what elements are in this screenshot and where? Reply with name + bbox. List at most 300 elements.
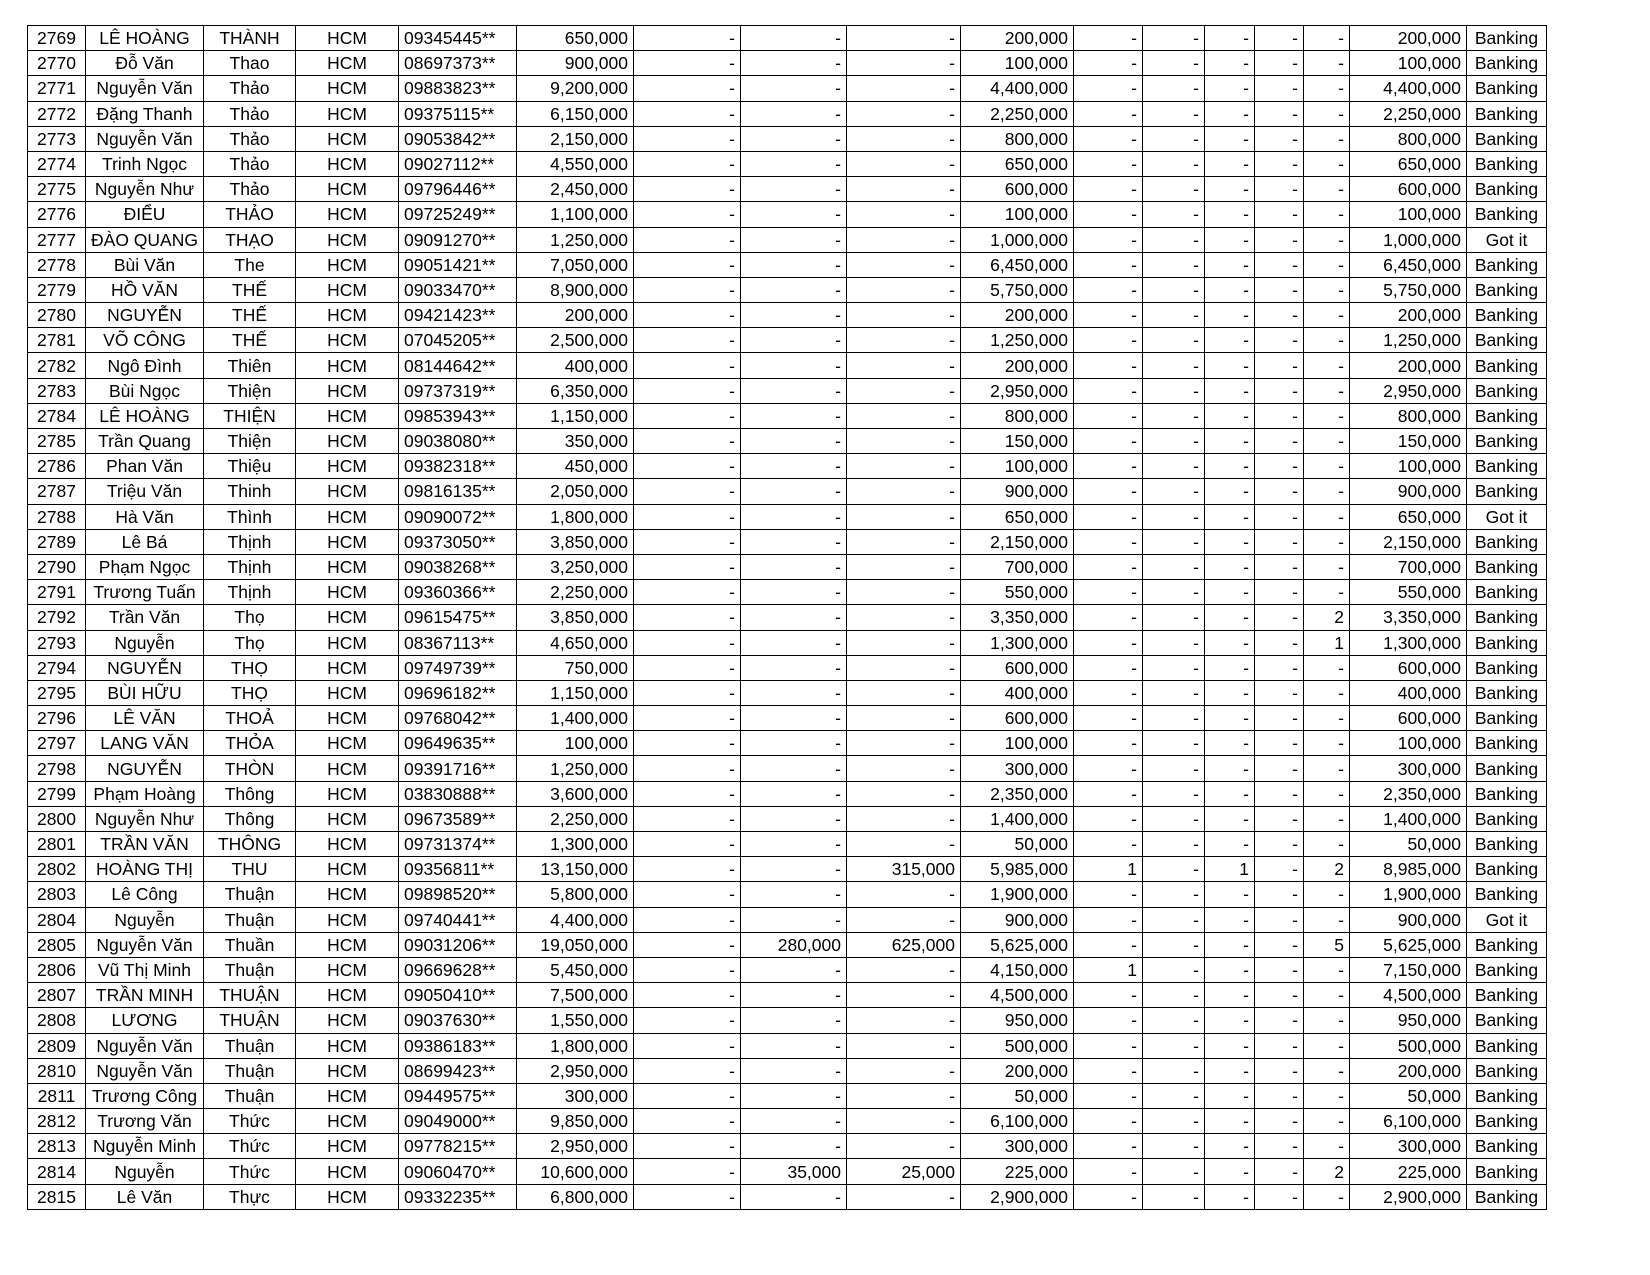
surname-cell: Nguyễn Văn — [86, 932, 204, 957]
amount-paid-cell: 2,250,000 — [961, 101, 1074, 126]
count-e-cell: - — [1304, 957, 1350, 982]
amount-paid-cell: 200,000 — [961, 1058, 1074, 1083]
phone-cell: 09373050** — [399, 529, 517, 554]
given-name-cell: Thao — [204, 51, 296, 76]
amount-paid-cell: 1,900,000 — [961, 882, 1074, 907]
amount-total-cell: 3,600,000 — [517, 781, 634, 806]
phone-cell: 09031206** — [399, 932, 517, 957]
col-a-cell: - — [634, 580, 741, 605]
payment-method-cell: Banking — [1467, 378, 1547, 403]
col-a-cell: - — [634, 806, 741, 831]
amount-final-cell: 100,000 — [1350, 454, 1467, 479]
col-b-cell: - — [741, 832, 847, 857]
amount-total-cell: 3,850,000 — [517, 605, 634, 630]
amount-total-cell: 1,300,000 — [517, 832, 634, 857]
given-name-cell: Thức — [204, 1134, 296, 1159]
phone-cell: 09725249** — [399, 202, 517, 227]
col-b-cell: - — [741, 328, 847, 353]
amount-total-cell: 100,000 — [517, 731, 634, 756]
count-d-cell: - — [1255, 529, 1304, 554]
count-a-cell: - — [1074, 51, 1143, 76]
count-e-cell: - — [1304, 907, 1350, 932]
table-row — [28, 781, 1547, 806]
payment-method-cell: Banking — [1467, 126, 1547, 151]
count-a-cell: - — [1074, 580, 1143, 605]
amount-final-cell: 650,000 — [1350, 504, 1467, 529]
amount-paid-cell: 3,350,000 — [961, 605, 1074, 630]
count-c-cell: - — [1205, 957, 1255, 982]
amount-final-cell: 50,000 — [1350, 1083, 1467, 1108]
count-b-cell: - — [1143, 378, 1205, 403]
count-e-cell: - — [1304, 1008, 1350, 1033]
amount-paid-cell: 6,450,000 — [961, 252, 1074, 277]
col-c-cell: 315,000 — [847, 857, 961, 882]
amount-total-cell: 4,650,000 — [517, 630, 634, 655]
amount-total-cell: 2,950,000 — [517, 1134, 634, 1159]
count-b-cell: - — [1143, 76, 1205, 101]
row-number-cell: 2803 — [28, 882, 86, 907]
given-name-cell: Thọ — [204, 605, 296, 630]
city-cell: HCM — [296, 655, 399, 680]
count-b-cell: - — [1143, 706, 1205, 731]
amount-paid-cell: 600,000 — [961, 706, 1074, 731]
row-number-cell: 2806 — [28, 957, 86, 982]
surname-cell: Phạm Ngọc — [86, 554, 204, 579]
phone-cell: 09696182** — [399, 680, 517, 705]
row-number-cell: 2782 — [28, 353, 86, 378]
table-row — [28, 882, 1547, 907]
payment-method-cell: Banking — [1467, 1033, 1547, 1058]
col-b-cell: - — [741, 1008, 847, 1033]
count-b-cell: - — [1143, 907, 1205, 932]
city-cell: HCM — [296, 252, 399, 277]
amount-total-cell: 2,250,000 — [517, 806, 634, 831]
row-number-cell: 2783 — [28, 378, 86, 403]
col-a-cell: - — [634, 101, 741, 126]
table-row — [28, 1134, 1547, 1159]
amount-paid-cell: 5,625,000 — [961, 932, 1074, 957]
row-number-cell: 2795 — [28, 680, 86, 705]
count-a-cell: 1 — [1074, 857, 1143, 882]
phone-cell: 09360366** — [399, 580, 517, 605]
amount-final-cell: 5,750,000 — [1350, 277, 1467, 302]
city-cell: HCM — [296, 328, 399, 353]
payment-method-cell: Banking — [1467, 252, 1547, 277]
col-c-cell: - — [847, 479, 961, 504]
city-cell: HCM — [296, 1083, 399, 1108]
col-c-cell: - — [847, 151, 961, 176]
count-d-cell: - — [1255, 806, 1304, 831]
amount-total-cell: 10,600,000 — [517, 1159, 634, 1184]
table-row — [28, 101, 1547, 126]
amount-final-cell: 550,000 — [1350, 580, 1467, 605]
amount-final-cell: 1,900,000 — [1350, 882, 1467, 907]
surname-cell: Triệu Văn — [86, 479, 204, 504]
count-b-cell: - — [1143, 731, 1205, 756]
city-cell: HCM — [296, 1008, 399, 1033]
amount-total-cell: 7,500,000 — [517, 983, 634, 1008]
count-d-cell: - — [1255, 76, 1304, 101]
given-name-cell: Thảo — [204, 177, 296, 202]
amount-paid-cell: 300,000 — [961, 756, 1074, 781]
phone-cell: 08697373** — [399, 51, 517, 76]
count-a-cell: - — [1074, 1159, 1143, 1184]
col-c-cell: - — [847, 1184, 961, 1209]
count-b-cell: - — [1143, 429, 1205, 454]
col-a-cell: - — [634, 1134, 741, 1159]
given-name-cell: Thuận — [204, 1033, 296, 1058]
count-a-cell: - — [1074, 806, 1143, 831]
given-name-cell: The — [204, 252, 296, 277]
col-c-cell: 25,000 — [847, 1159, 961, 1184]
city-cell: HCM — [296, 630, 399, 655]
surname-cell: Phan Văn — [86, 454, 204, 479]
count-e-cell: - — [1304, 832, 1350, 857]
count-b-cell: - — [1143, 101, 1205, 126]
col-c-cell: - — [847, 1033, 961, 1058]
phone-cell: 08699423** — [399, 1058, 517, 1083]
count-a-cell: - — [1074, 151, 1143, 176]
amount-total-cell: 1,550,000 — [517, 1008, 634, 1033]
col-c-cell: - — [847, 832, 961, 857]
amount-final-cell: 600,000 — [1350, 655, 1467, 680]
phone-cell: 09816135** — [399, 479, 517, 504]
surname-cell: Nguyễn — [86, 907, 204, 932]
amount-final-cell: 700,000 — [1350, 554, 1467, 579]
row-number-cell: 2812 — [28, 1109, 86, 1134]
count-c-cell: 1 — [1205, 857, 1255, 882]
count-e-cell: - — [1304, 403, 1350, 428]
amount-final-cell: 2,350,000 — [1350, 781, 1467, 806]
payment-method-cell: Banking — [1467, 353, 1547, 378]
col-a-cell: - — [634, 277, 741, 302]
payment-method-cell: Banking — [1467, 1109, 1547, 1134]
row-number-cell: 2777 — [28, 227, 86, 252]
phone-cell: 03830888** — [399, 781, 517, 806]
count-c-cell: - — [1205, 277, 1255, 302]
count-b-cell: - — [1143, 957, 1205, 982]
count-b-cell: - — [1143, 403, 1205, 428]
count-e-cell: - — [1304, 126, 1350, 151]
phone-cell: 09768042** — [399, 706, 517, 731]
count-e-cell: - — [1304, 1058, 1350, 1083]
row-number-cell: 2788 — [28, 504, 86, 529]
payment-method-cell: Banking — [1467, 529, 1547, 554]
amount-total-cell: 2,450,000 — [517, 177, 634, 202]
amount-paid-cell: 4,400,000 — [961, 76, 1074, 101]
given-name-cell: Thảo — [204, 76, 296, 101]
amount-paid-cell: 200,000 — [961, 353, 1074, 378]
surname-cell: NGUYỄN — [86, 303, 204, 328]
count-b-cell: - — [1143, 227, 1205, 252]
city-cell: HCM — [296, 277, 399, 302]
amount-paid-cell: 2,350,000 — [961, 781, 1074, 806]
count-a-cell: - — [1074, 252, 1143, 277]
count-d-cell: - — [1255, 655, 1304, 680]
phone-cell: 08367113** — [399, 630, 517, 655]
amount-paid-cell: 800,000 — [961, 126, 1074, 151]
amount-paid-cell: 1,300,000 — [961, 630, 1074, 655]
city-cell: HCM — [296, 126, 399, 151]
count-b-cell: - — [1143, 353, 1205, 378]
amount-paid-cell: 100,000 — [961, 454, 1074, 479]
given-name-cell: THÔNG — [204, 832, 296, 857]
amount-total-cell: 650,000 — [517, 26, 634, 51]
city-cell: HCM — [296, 1134, 399, 1159]
col-b-cell: - — [741, 655, 847, 680]
col-b-cell: 280,000 — [741, 932, 847, 957]
count-a-cell: - — [1074, 1058, 1143, 1083]
col-b-cell: - — [741, 403, 847, 428]
count-e-cell: - — [1304, 26, 1350, 51]
count-b-cell: - — [1143, 983, 1205, 1008]
phone-cell: 09391716** — [399, 756, 517, 781]
col-b-cell: - — [741, 51, 847, 76]
surname-cell: Hà Văn — [86, 504, 204, 529]
count-e-cell: - — [1304, 252, 1350, 277]
given-name-cell: Thảo — [204, 151, 296, 176]
payment-method-cell: Banking — [1467, 781, 1547, 806]
row-number-cell: 2800 — [28, 806, 86, 831]
row-number-cell: 2802 — [28, 857, 86, 882]
col-c-cell: - — [847, 655, 961, 680]
col-a-cell: - — [634, 1159, 741, 1184]
col-c-cell: - — [847, 26, 961, 51]
count-b-cell: - — [1143, 1058, 1205, 1083]
payment-method-cell: Banking — [1467, 983, 1547, 1008]
count-a-cell: - — [1074, 680, 1143, 705]
city-cell: HCM — [296, 554, 399, 579]
col-c-cell: - — [847, 353, 961, 378]
amount-final-cell: 2,250,000 — [1350, 101, 1467, 126]
amount-total-cell: 400,000 — [517, 353, 634, 378]
given-name-cell: Thịnh — [204, 554, 296, 579]
count-d-cell: - — [1255, 756, 1304, 781]
payment-method-cell: Banking — [1467, 655, 1547, 680]
col-b-cell: - — [741, 227, 847, 252]
payment-method-cell: Banking — [1467, 202, 1547, 227]
row-number-cell: 2808 — [28, 1008, 86, 1033]
payment-method-cell: Banking — [1467, 957, 1547, 982]
payment-method-cell: Banking — [1467, 277, 1547, 302]
city-cell: HCM — [296, 680, 399, 705]
count-d-cell: - — [1255, 832, 1304, 857]
amount-total-cell: 2,250,000 — [517, 580, 634, 605]
table-row — [28, 554, 1547, 579]
count-c-cell: - — [1205, 655, 1255, 680]
surname-cell: HỒ VĂN — [86, 277, 204, 302]
col-a-cell: - — [634, 328, 741, 353]
count-a-cell: - — [1074, 1033, 1143, 1058]
count-a-cell: - — [1074, 227, 1143, 252]
count-c-cell: - — [1205, 756, 1255, 781]
table-row — [28, 177, 1547, 202]
row-number-cell: 2805 — [28, 932, 86, 957]
table-row — [28, 932, 1547, 957]
surname-cell: Lê Bá — [86, 529, 204, 554]
count-c-cell: - — [1205, 832, 1255, 857]
col-a-cell: - — [634, 202, 741, 227]
count-c-cell: - — [1205, 1033, 1255, 1058]
phone-cell: 09053842** — [399, 126, 517, 151]
amount-total-cell: 8,900,000 — [517, 277, 634, 302]
given-name-cell: THOẢ — [204, 706, 296, 731]
amount-total-cell: 1,100,000 — [517, 202, 634, 227]
count-c-cell: - — [1205, 932, 1255, 957]
given-name-cell: Thông — [204, 806, 296, 831]
table-row — [28, 832, 1547, 857]
surname-cell: Trương Văn — [86, 1109, 204, 1134]
amount-final-cell: 400,000 — [1350, 680, 1467, 705]
col-c-cell: - — [847, 454, 961, 479]
count-c-cell: - — [1205, 1083, 1255, 1108]
col-a-cell: - — [634, 1083, 741, 1108]
city-cell: HCM — [296, 832, 399, 857]
count-d-cell: - — [1255, 252, 1304, 277]
row-number-cell: 2799 — [28, 781, 86, 806]
given-name-cell: THỌ — [204, 655, 296, 680]
count-a-cell: - — [1074, 26, 1143, 51]
count-e-cell: - — [1304, 378, 1350, 403]
city-cell: HCM — [296, 882, 399, 907]
amount-total-cell: 4,550,000 — [517, 151, 634, 176]
col-c-cell: - — [847, 202, 961, 227]
count-e-cell: - — [1304, 706, 1350, 731]
amount-final-cell: 200,000 — [1350, 303, 1467, 328]
col-b-cell: - — [741, 907, 847, 932]
city-cell: HCM — [296, 76, 399, 101]
count-e-cell: - — [1304, 554, 1350, 579]
given-name-cell: Thuận — [204, 1058, 296, 1083]
phone-cell: 09091270** — [399, 227, 517, 252]
count-d-cell: - — [1255, 706, 1304, 731]
surname-cell: Đỗ Văn — [86, 51, 204, 76]
count-e-cell: - — [1304, 806, 1350, 831]
payment-method-cell: Banking — [1467, 1008, 1547, 1033]
col-c-cell: - — [847, 277, 961, 302]
count-b-cell: - — [1143, 806, 1205, 831]
amount-paid-cell: 300,000 — [961, 1134, 1074, 1159]
given-name-cell: Thực — [204, 1184, 296, 1209]
col-a-cell: - — [634, 932, 741, 957]
col-c-cell: - — [847, 403, 961, 428]
col-c-cell: - — [847, 756, 961, 781]
count-b-cell: - — [1143, 1159, 1205, 1184]
phone-cell: 09038080** — [399, 429, 517, 454]
city-cell: HCM — [296, 101, 399, 126]
payment-method-cell: Banking — [1467, 1083, 1547, 1108]
count-a-cell: - — [1074, 529, 1143, 554]
count-e-cell: - — [1304, 1109, 1350, 1134]
surname-cell: TRẦN VĂN — [86, 832, 204, 857]
col-c-cell: - — [847, 907, 961, 932]
city-cell: HCM — [296, 756, 399, 781]
surname-cell: LÊ VĂN — [86, 706, 204, 731]
count-d-cell: - — [1255, 932, 1304, 957]
payment-method-cell: Banking — [1467, 177, 1547, 202]
table-row — [28, 479, 1547, 504]
surname-cell: Lê Văn — [86, 1184, 204, 1209]
col-c-cell: - — [847, 957, 961, 982]
row-number-cell: 2771 — [28, 76, 86, 101]
given-name-cell: Thiên — [204, 353, 296, 378]
payment-method-cell: Banking — [1467, 554, 1547, 579]
payment-method-cell: Banking — [1467, 26, 1547, 51]
payment-method-cell: Banking — [1467, 731, 1547, 756]
amount-final-cell: 300,000 — [1350, 1134, 1467, 1159]
surname-cell: Bùi Ngọc — [86, 378, 204, 403]
col-c-cell: - — [847, 630, 961, 655]
amount-paid-cell: 1,400,000 — [961, 806, 1074, 831]
count-d-cell: - — [1255, 403, 1304, 428]
amount-paid-cell: 600,000 — [961, 655, 1074, 680]
city-cell: HCM — [296, 51, 399, 76]
table-row — [28, 1083, 1547, 1108]
count-c-cell: - — [1205, 907, 1255, 932]
given-name-cell: Thảo — [204, 126, 296, 151]
phone-cell: 09356811** — [399, 857, 517, 882]
amount-final-cell: 600,000 — [1350, 706, 1467, 731]
city-cell: HCM — [296, 202, 399, 227]
given-name-cell: Thiện — [204, 378, 296, 403]
col-c-cell: - — [847, 731, 961, 756]
col-a-cell: - — [634, 907, 741, 932]
col-b-cell: - — [741, 151, 847, 176]
col-a-cell: - — [634, 529, 741, 554]
col-c-cell: - — [847, 1008, 961, 1033]
col-a-cell: - — [634, 731, 741, 756]
count-e-cell: - — [1304, 328, 1350, 353]
amount-paid-cell: 700,000 — [961, 554, 1074, 579]
col-b-cell: - — [741, 882, 847, 907]
table-row — [28, 328, 1547, 353]
col-b-cell: - — [741, 529, 847, 554]
phone-cell: 07045205** — [399, 328, 517, 353]
amount-final-cell: 650,000 — [1350, 151, 1467, 176]
count-c-cell: - — [1205, 1184, 1255, 1209]
table-row — [28, 1159, 1547, 1184]
count-c-cell: - — [1205, 479, 1255, 504]
amount-final-cell: 1,250,000 — [1350, 328, 1467, 353]
city-cell: HCM — [296, 151, 399, 176]
phone-cell: 09050410** — [399, 983, 517, 1008]
col-c-cell: - — [847, 177, 961, 202]
phone-cell: 09796446** — [399, 177, 517, 202]
city-cell: HCM — [296, 907, 399, 932]
amount-final-cell: 800,000 — [1350, 126, 1467, 151]
amount-final-cell: 225,000 — [1350, 1159, 1467, 1184]
count-a-cell: - — [1074, 202, 1143, 227]
table-row — [28, 580, 1547, 605]
count-d-cell: - — [1255, 680, 1304, 705]
amount-final-cell: 2,150,000 — [1350, 529, 1467, 554]
col-c-cell: - — [847, 429, 961, 454]
table-row — [28, 806, 1547, 831]
payment-method-cell: Banking — [1467, 479, 1547, 504]
count-b-cell: - — [1143, 1008, 1205, 1033]
count-c-cell: - — [1205, 403, 1255, 428]
count-b-cell: - — [1143, 605, 1205, 630]
given-name-cell: THẾ — [204, 328, 296, 353]
col-c-cell: - — [847, 554, 961, 579]
col-c-cell: - — [847, 252, 961, 277]
count-a-cell: - — [1074, 403, 1143, 428]
count-a-cell: - — [1074, 554, 1143, 579]
col-a-cell: - — [634, 1109, 741, 1134]
count-a-cell: - — [1074, 655, 1143, 680]
col-a-cell: - — [634, 882, 741, 907]
city-cell: HCM — [296, 706, 399, 731]
